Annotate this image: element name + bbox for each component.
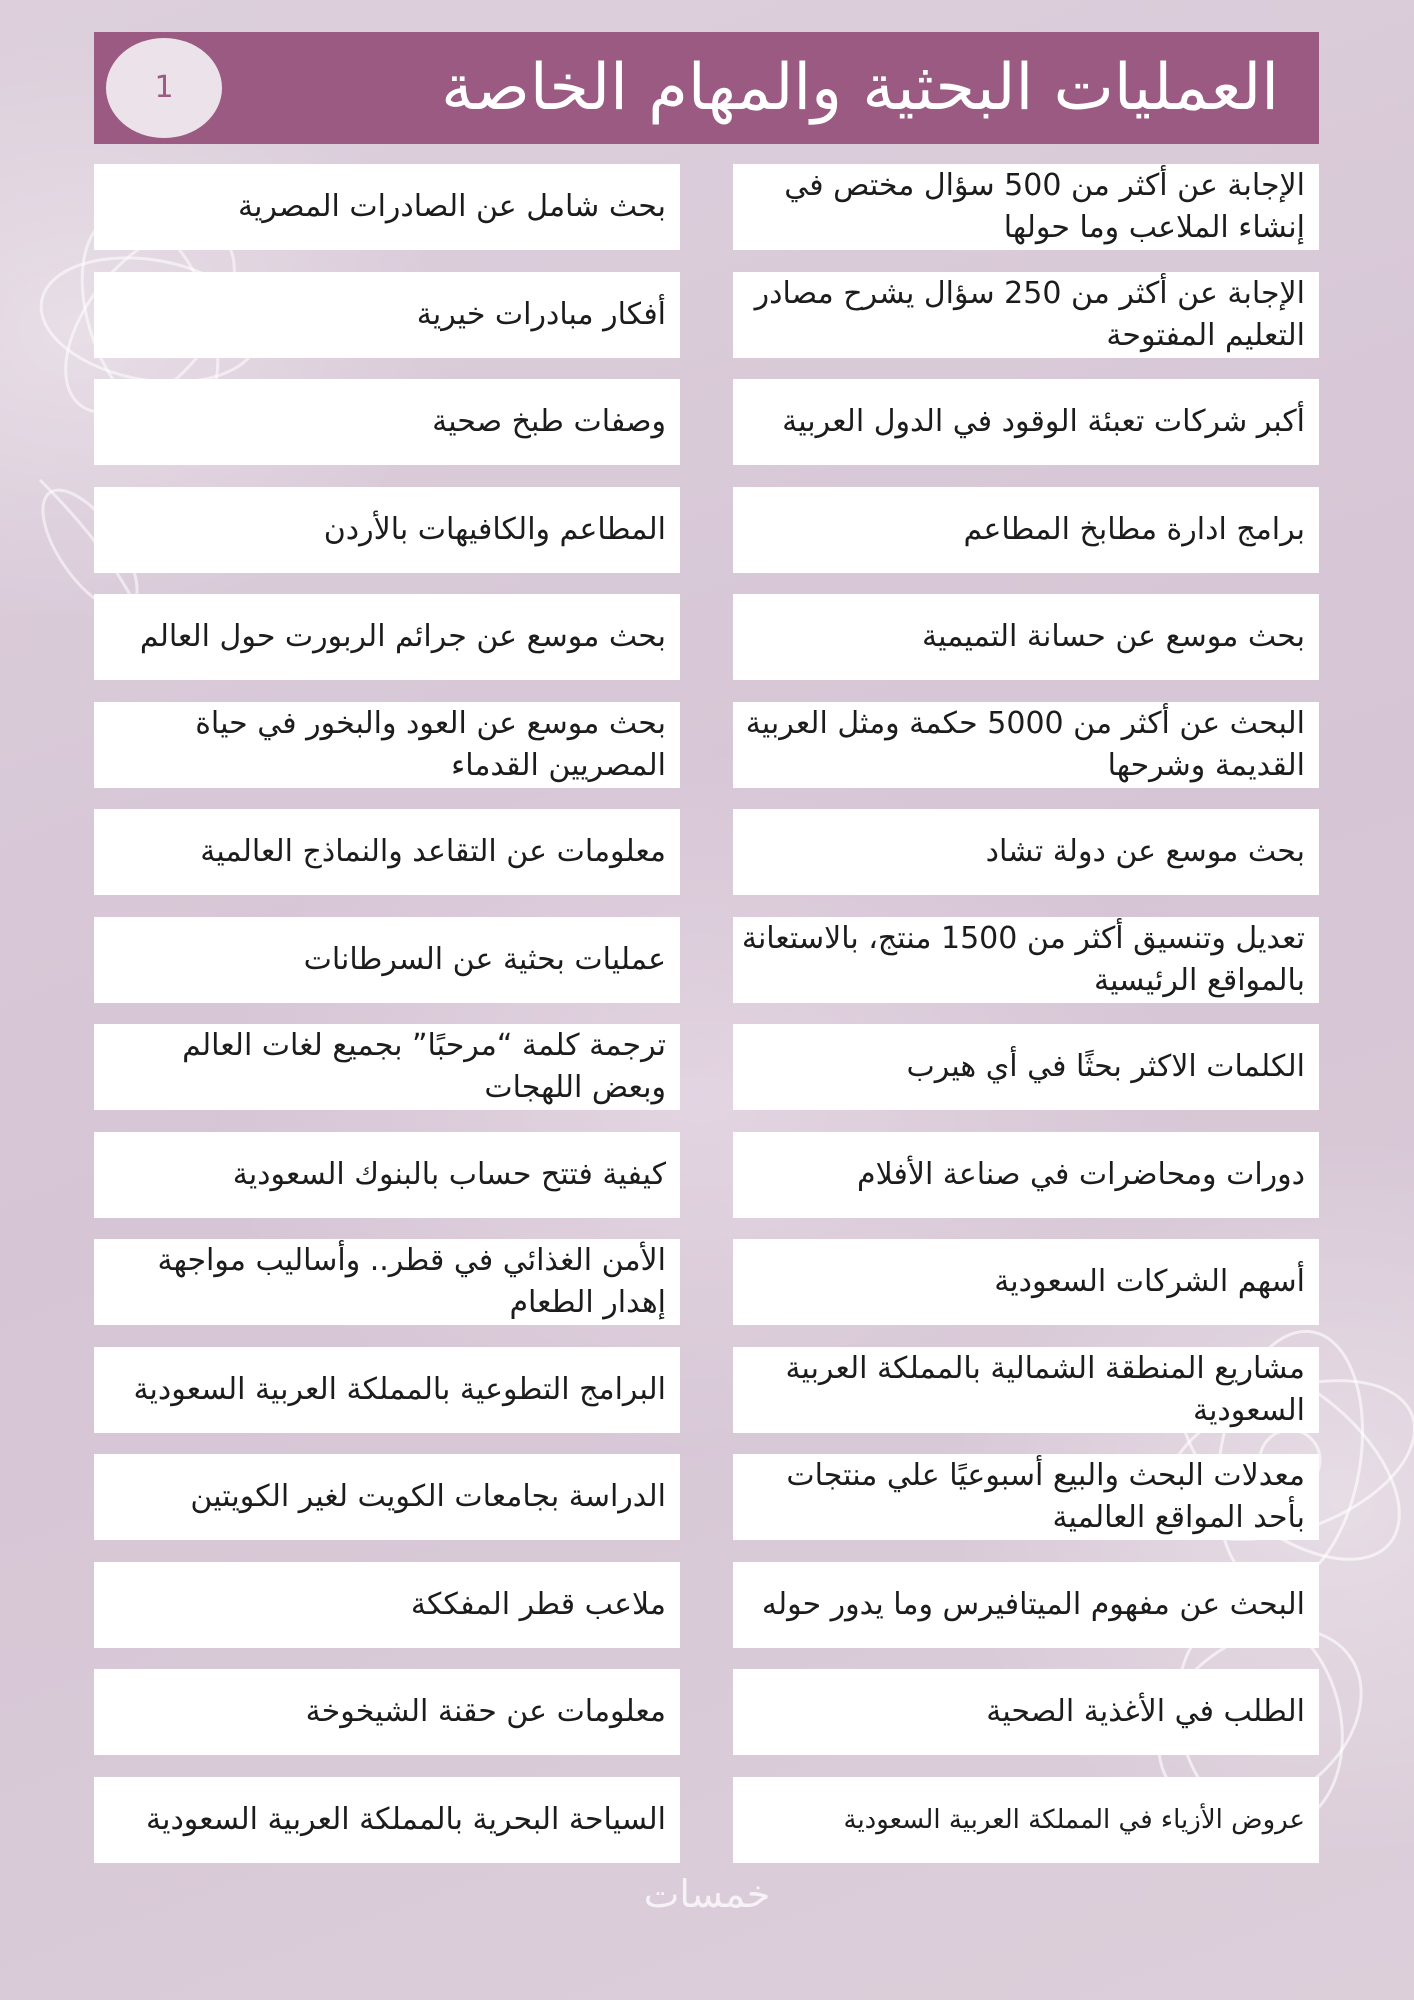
topic-text: أكبر شركات تعبئة الوقود في الدول العربية <box>782 404 1305 439</box>
topic-text: البحث عن مفهوم الميتافيرس وما يدور حوله <box>761 1587 1305 1622</box>
topic-cell-left <box>94 1132 680 1218</box>
topic-cell-left <box>94 702 680 788</box>
topic-cell-left <box>94 272 680 358</box>
topic-text: بحث موسع عن العود والبخور في حياة المصريين القدماء <box>195 706 666 783</box>
topic-text: الكلمات الاكثر بحثًا في أي هيرب <box>906 1049 1305 1084</box>
topic-text: البحث عن أكثر من 5000 حكمة ومثل العربية القديمة وشرحها <box>745 706 1305 783</box>
topic-text: الطلب في الأغذية الصحية <box>986 1694 1305 1729</box>
topic-cell-right <box>733 487 1319 573</box>
topic-cell-right <box>733 164 1319 250</box>
topic-text: ترجمة كلمة “مرحبًا” بجميع لغات العالم وبعض اللهجات <box>182 1028 666 1105</box>
topic-cell-right <box>733 809 1319 895</box>
topic-text: الدراسة بجامعات الكويت لغير الكويتين <box>190 1479 666 1514</box>
topic-text: المطاعم والكافيهات بالأردن <box>323 512 666 547</box>
topic-cell-left <box>94 809 680 895</box>
topic-cell-right <box>733 1024 1319 1110</box>
topic-cell-left <box>94 487 680 573</box>
topic-text: عروض الأزياء في المملكة العربية السعودية <box>843 1805 1305 1835</box>
topic-cell-left <box>94 379 680 465</box>
footer-logo: خمسات <box>643 1872 771 1916</box>
topic-text: مشاريع المنطقة الشمالية بالمملكة العربية السعودية <box>785 1351 1305 1428</box>
topic-cell-left <box>94 1777 680 1863</box>
topic-text: بحث موسع عن دولة تشاد <box>985 834 1305 869</box>
topic-cell-right <box>733 272 1319 358</box>
topic-cell-right <box>733 702 1319 788</box>
topic-text: ملاعب قطر المفككة <box>410 1587 666 1622</box>
topic-cell-right <box>733 594 1319 680</box>
topic-cell-right <box>733 1239 1319 1325</box>
page-title: العمليات البحثية والمهام الخاصة <box>441 51 1279 125</box>
topic-cell-right <box>733 917 1319 1003</box>
topic-cell-left <box>94 1562 680 1648</box>
topic-text: تعديل وتنسيق أكثر من 1500 منتج، بالاستعانة بالمواقع الرئيسية <box>741 921 1305 998</box>
topic-cell-right <box>733 379 1319 465</box>
page-number-badge: 1 <box>106 38 222 138</box>
topic-text: بحث موسع عن جرائم الربورت حول العالم <box>139 619 666 654</box>
topic-text: كيفية فتتح حساب بالبنوك السعودية <box>232 1157 666 1192</box>
topic-cell-right <box>733 1454 1319 1540</box>
topic-cell-left <box>94 1239 680 1325</box>
topic-text: معلومات عن حقنة الشيخوخة <box>305 1694 666 1729</box>
topic-text: الإجابة عن أكثر من 500 سؤال مختص في إنشاء الملاعب وما حولها <box>784 168 1305 245</box>
topic-cell-left <box>94 1024 680 1110</box>
topic-cell-left <box>94 1347 680 1433</box>
header-banner <box>94 32 1319 144</box>
topic-cell-right <box>733 1132 1319 1218</box>
topic-cell-left <box>94 917 680 1003</box>
topic-text: السياحة البحرية بالمملكة العربية السعودية <box>146 1802 666 1837</box>
topic-cell-right <box>733 1669 1319 1755</box>
topic-text: البرامج التطوعية بالمملكة العربية السعودية <box>133 1372 666 1407</box>
topic-text: برامج ادارة مطابخ المطاعم <box>963 512 1305 547</box>
topic-cell-left <box>94 594 680 680</box>
topic-text: معلومات عن التقاعد والنماذج العالمية <box>200 834 666 869</box>
topic-text: أفكار مبادرات خيرية <box>416 297 666 332</box>
topic-cell-right <box>733 1777 1319 1863</box>
topic-text: الإجابة عن أكثر من 250 سؤال يشرح مصادر التعليم المفتوحة <box>754 276 1305 353</box>
topic-text: دورات ومحاضرات في صناعة الأفلام <box>857 1157 1305 1192</box>
topic-cell-left <box>94 1669 680 1755</box>
topic-cell-right <box>733 1347 1319 1433</box>
topic-text: عمليات بحثية عن السرطانات <box>303 942 666 977</box>
topic-text: أسهم الشركات السعودية <box>994 1264 1305 1299</box>
topic-text: معدلات البحث والبيع أسبوعيًا علي منتجات بأحد المواقع العالمية <box>786 1458 1305 1535</box>
topic-text: وصفات طبخ صحية <box>432 404 666 439</box>
topic-text: بحث شامل عن الصادرات المصرية <box>238 189 666 224</box>
topic-text: الأمن الغذائي في قطر.. وأساليب مواجهة إهدار الطعام <box>157 1243 666 1320</box>
topic-text: بحث موسع عن حسانة التميمية <box>921 619 1305 654</box>
topic-cell-right <box>733 1562 1319 1648</box>
topic-cell-left <box>94 164 680 250</box>
topic-cell-left <box>94 1454 680 1540</box>
